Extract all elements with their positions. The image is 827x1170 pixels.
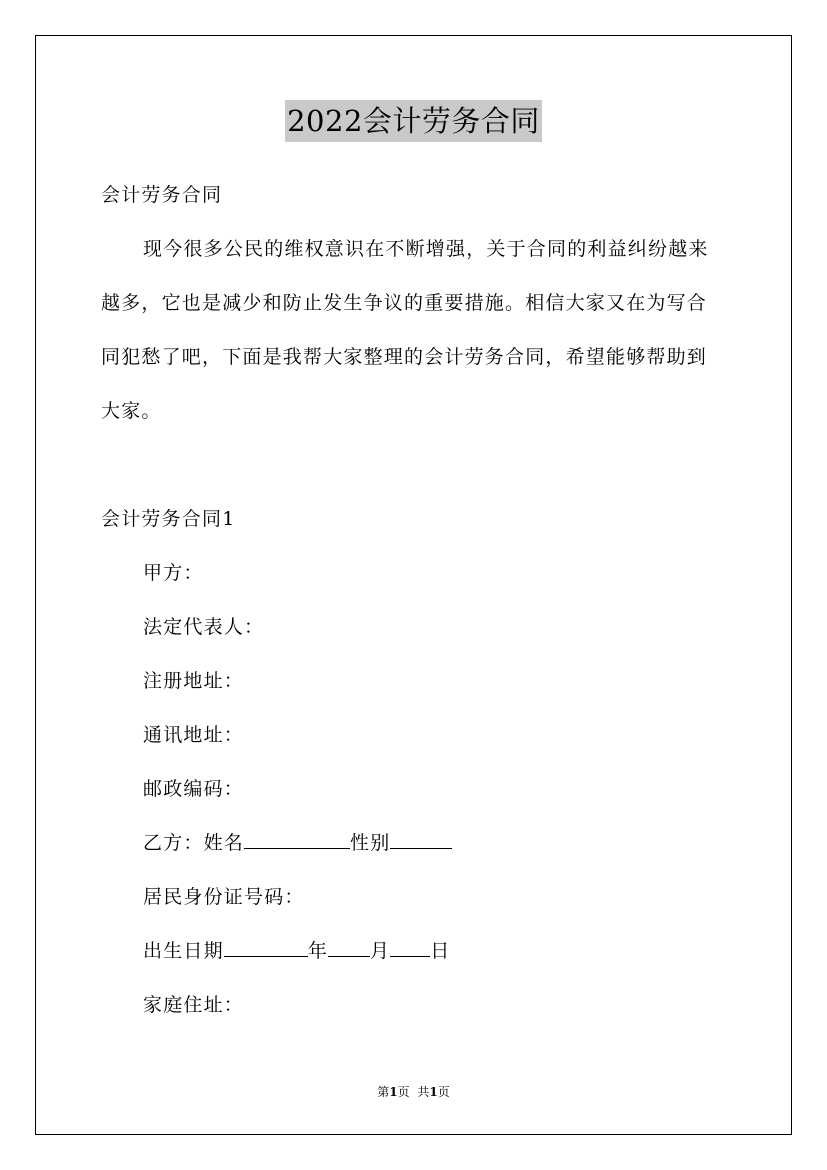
id-number-field: 居民身份证号码： [143, 886, 305, 908]
month-label: 月 [370, 940, 391, 962]
day-blank [390, 938, 430, 957]
party-b-label: 乙方：姓名 [143, 832, 245, 854]
year-blank [224, 938, 308, 957]
name-blank [244, 830, 350, 849]
birth-label: 出生日期 [143, 940, 224, 962]
day-label: 日 [430, 940, 451, 962]
section-title: 会计劳务合同1 [101, 508, 236, 530]
footer-page-number: 1 [389, 1085, 398, 1099]
gender-label: 性别 [350, 832, 391, 854]
document-title: 2022会计劳务合同 [285, 100, 542, 142]
gender-blank [390, 830, 452, 849]
footer-total-number: 1 [429, 1085, 438, 1099]
intro-line-4: 大家。 [101, 400, 162, 422]
party-b-row [143, 830, 452, 856]
footer-total-suffix: 页 [437, 1085, 450, 1099]
intro-line-1: 现今很多公民的维权意识在不断增强，关于合同的利益纠纷越来 [143, 238, 709, 260]
footer-page-suffix: 页 [397, 1085, 410, 1099]
page-footer [0, 1084, 827, 1100]
year-label: 年 [307, 940, 329, 962]
intro-line-2: 越多，它也是减少和防止发生争议的重要措施。相信大家又在为写合 [101, 292, 708, 314]
month-blank [328, 938, 370, 957]
intro-line-3: 同犯愁了吧，下面是我帮大家整理的会计劳务合同，希望能够帮助到 [101, 346, 708, 368]
footer-total-prefix: 共 [417, 1085, 430, 1099]
reg-address-field: 注册地址： [143, 670, 245, 692]
home-address-field: 家庭住址： [143, 994, 245, 1016]
footer-page-prefix: 第 [377, 1085, 390, 1099]
party-a-field: 甲方： [143, 562, 204, 584]
subtitle: 会计劳务合同 [101, 184, 223, 206]
legal-rep-field: 法定代表人： [143, 616, 265, 638]
postal-code-field: 邮政编码： [143, 778, 245, 800]
mail-address-field: 通讯地址： [143, 724, 245, 746]
title-container [0, 100, 827, 142]
birth-date-row [143, 938, 450, 964]
